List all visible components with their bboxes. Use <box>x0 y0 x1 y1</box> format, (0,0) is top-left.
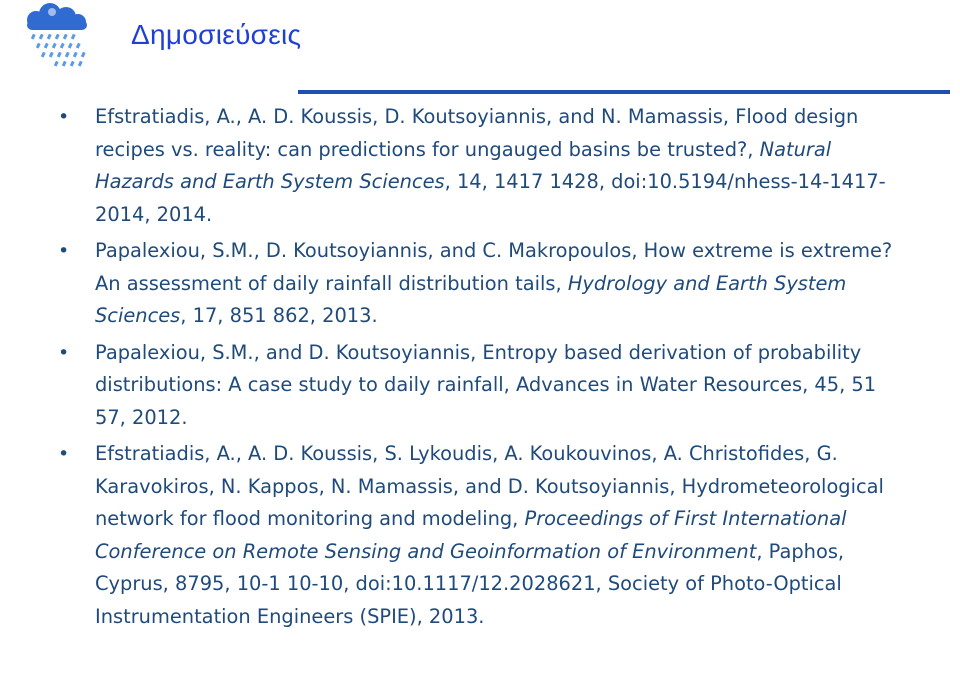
reference-item <box>58 235 898 333</box>
reference-journal: Hydrology and Earth System Sciences <box>95 271 847 327</box>
reference-details: , 17, 851 862, 2013. <box>180 304 378 327</box>
reference-authors: Papalexiou, S.M., and D. Koutsoyiannis, Entropy based derivation of probability distributions: A case study to daily rainfall, Advances in Water Resources, 45, 51 57, 2012. <box>95 340 877 429</box>
reference-journal: Proceedings of First International Conference on Remote Sensing and Geoinformation of Environment <box>95 507 847 563</box>
reference-authors: Efstratiadis, A., A. D. Koussis, S. Lykoudis, A. Koukouvinos, A. Christofides, G. Karavokiros, N. Kappos, N. Mamassis, and D. Koutsoyiannis, Hydrometeorological network for flood monitoring and modeling, <box>95 442 884 530</box>
reference-details: , Paphos, Cyprus, 8795, 10-1 10-10, doi:10.1117/12.2028621, Society of Photo-Optical Instrumentation Engineers (SPIE), 2013. <box>95 539 845 628</box>
reference-authors: Papalexiou, S.M., D. Koutsoyiannis, and C. Makropoulos, How extreme is extreme? An assessment of daily rainfall distribution tails, <box>95 239 893 295</box>
reference-authors: Efstratiadis, A., A. D. Koussis, D. Koutsoyiannis, and N. Mamassis, Flood design recipes vs. reality: can predictions for ungauged basins be trusted?, <box>95 105 859 161</box>
reference-journal: Natural Hazards and Earth System Sciences <box>95 137 832 193</box>
raincloud-icon <box>14 2 98 74</box>
title-underline <box>298 90 950 94</box>
reference-list <box>58 101 898 637</box>
reference-item <box>58 438 898 633</box>
reference-details: , 14, 1417 1428, doi:10.5194/nhess-14-1417-2014, 2014. <box>95 170 886 226</box>
page-title: Δημοσιεύσεις <box>131 19 302 50</box>
reference-item <box>58 101 898 231</box>
reference-item <box>58 337 898 435</box>
